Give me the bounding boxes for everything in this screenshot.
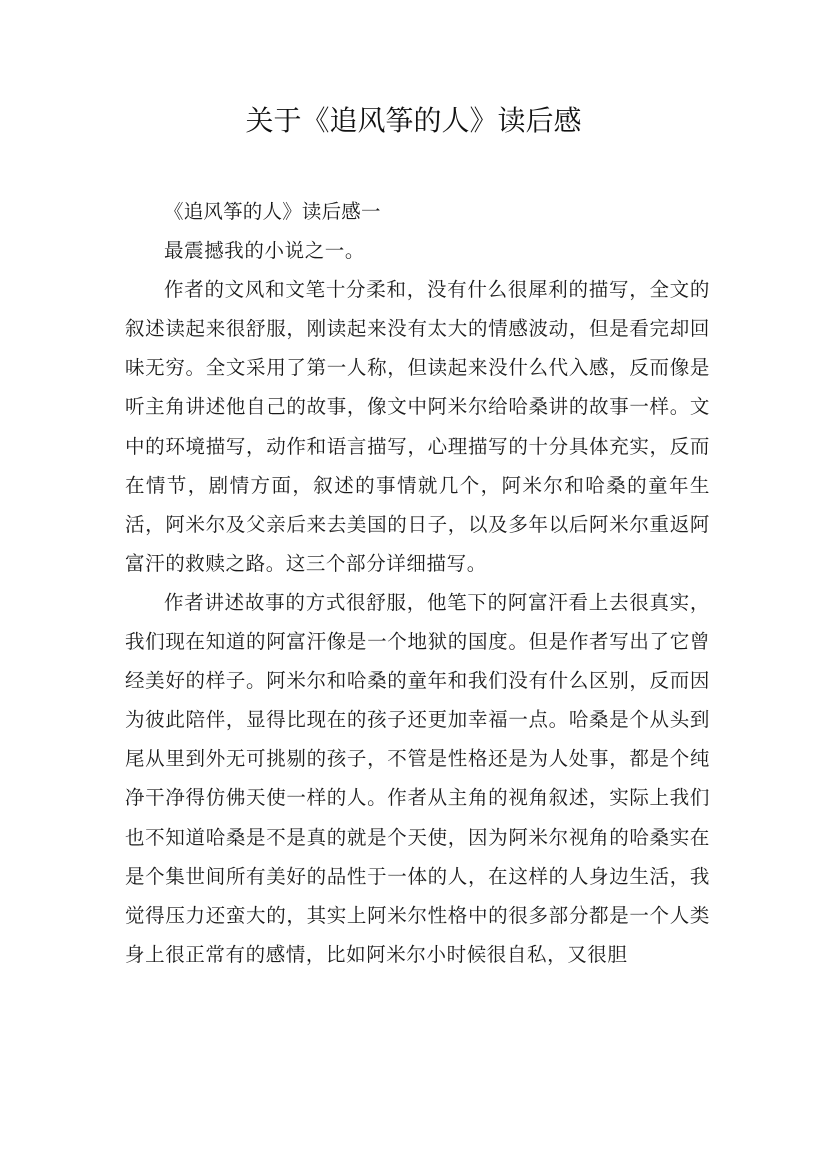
paragraph: 最震撼我的小说之一。 xyxy=(164,239,366,263)
document-title: 关于《追风筝的人》读后感 xyxy=(245,104,582,137)
paragraph: 作者的文风和文笔十分柔和，没有什么很犀利的描写，全文的叙述读起来很舒服，刚读起来没有太大的情感波动，但是看完却回味无穷。全文采用了第一人称，但读起来没什么代入感，反而像是听主角讲述他自己的故事，像文中阿米尔给哈桑讲的故事一样。文中的环境描写，动作和语言描写，心理描写的十分具体充实，反而在情节，剧情方面，叙述的事情就几个，阿米尔和哈桑的童年生活，阿米尔及父亲后来去美国的日子，以及多年以后阿米尔重返阿富汗的救赎之路。这三个部分详细描写。 xyxy=(125,278,710,575)
paragraph: 作者讲述故事的方式很舒服，他笔下的阿富汗看上去很真实，我们现在知道的阿富汗像是一个地狱的国度。但是作者写出了它曾经美好的样子。阿米尔和哈桑的童年和我们没有什么区别，反而因为彼此陪伴，显得比现在的孩子还更加幸福一点。哈桑是个从头到尾从里到外无可挑剔的孩子，不管是性格还是为人处事，都是个纯净干净得仿佛天使一样的人。作者从主角的视角叙述，实际上我们也不知道哈桑是不是真的就是个天使，因为阿米尔视角的哈桑实在是个集世间所有美好的品性于一体的人，在这样的人身边生活，我觉得压力还蛮大的，其实上阿米尔性格中的很多部分都是一个人类身上很正常有的感情，比如阿米尔小时候很自私，又很胆 xyxy=(125,590,710,966)
document-body xyxy=(125,192,710,974)
paragraph-subtitle: 《追风筝的人》读后感一 xyxy=(164,200,381,223)
